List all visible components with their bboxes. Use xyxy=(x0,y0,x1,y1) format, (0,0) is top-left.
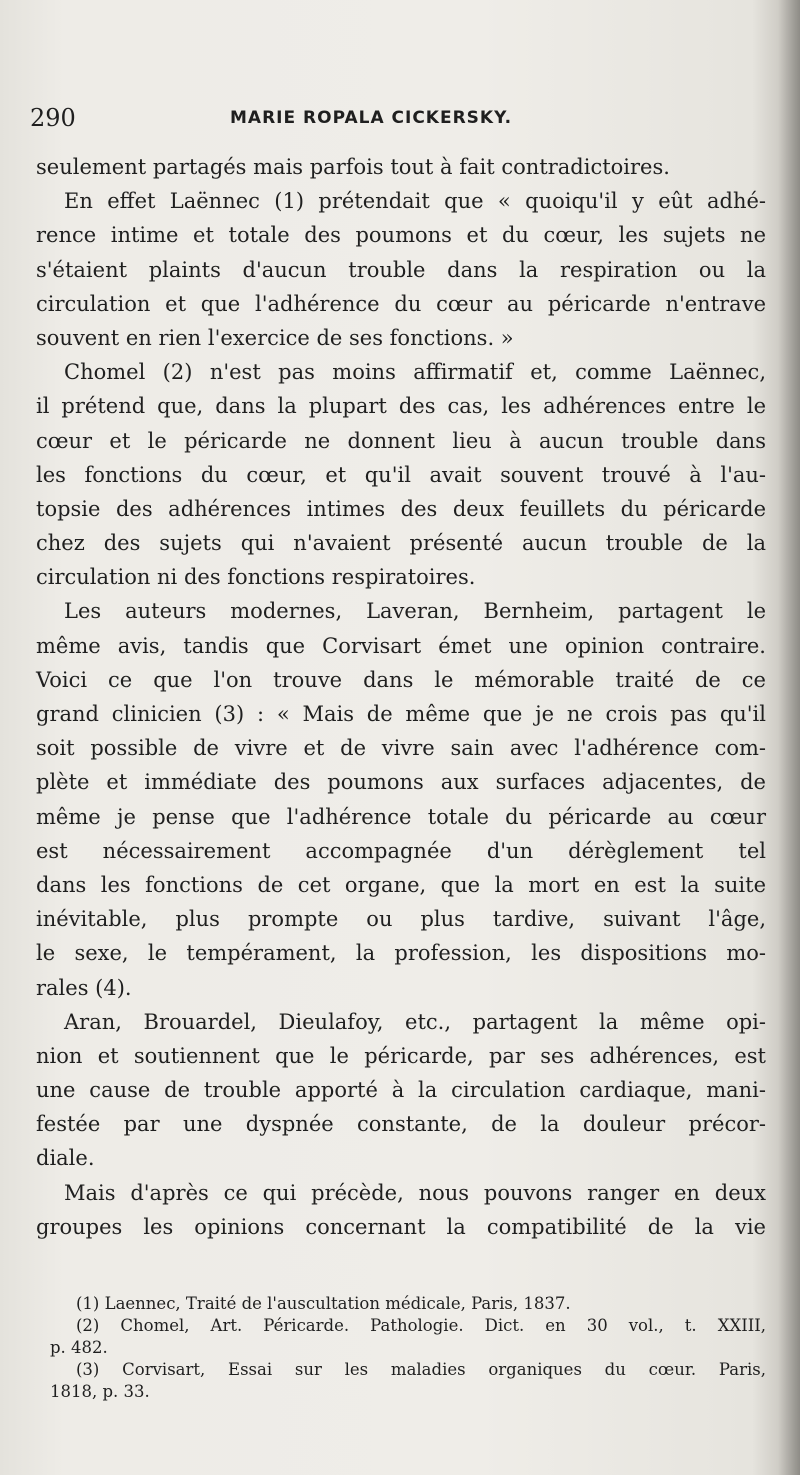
text-line: une cause de trouble apporté à la circulation cardiaque, mani- xyxy=(36,1078,766,1103)
text-line: souvent en rien l'exercice de ses fonctions. » xyxy=(36,325,514,350)
text-line: diale. xyxy=(36,1146,95,1171)
text-line: rence intime et totale des poumons et du cœur, les sujets ne xyxy=(36,223,766,248)
text-line: circulation et que l'adhérence du cœur au péricarde n'entrave xyxy=(36,291,766,316)
text-line: chez des sujets qui n'avaient présenté aucun trouble de la xyxy=(36,531,766,556)
text-line: Les auteurs modernes, Laveran, Bernheim, partagent le xyxy=(64,599,766,624)
text-line: soit possible de vivre et de vivre sain avec l'adhérence com- xyxy=(36,736,766,761)
text-line: le sexe, le tempérament, la profession, les dispositions mo- xyxy=(36,941,766,966)
text-line: est nécessairement accompagnée d'un dérèglement tel xyxy=(36,838,766,863)
text-line: Aran, Brouardel, Dieulafoy, etc., partagent la même opi- xyxy=(64,1009,766,1034)
text-line: rales (4). xyxy=(36,975,132,1000)
text-line: cœur et le péricarde ne donnent lieu à aucun trouble dans xyxy=(36,428,766,453)
footnote-line: p. 482. xyxy=(50,1338,108,1357)
text-line: Mais d'après ce qui précède, nous pouvons ranger en deux xyxy=(64,1180,766,1205)
footnote-line: 1818, p. 33. xyxy=(50,1382,150,1401)
text-line: il prétend que, dans la plupart des cas, les adhérences entre le xyxy=(36,394,766,419)
body-text xyxy=(36,150,766,1244)
text-line: topsie des adhérences intimes des deux feuillets du péricarde xyxy=(36,496,766,521)
footnote-line: (1) Laennec, Traité de l'auscultation médicale, Paris, 1837. xyxy=(76,1294,571,1313)
text-line: circulation ni des fonctions respiratoires. xyxy=(36,565,476,590)
footnote-line: (2) Chomel, Art. Péricarde. Pathologie. Dict. en 30 vol., t. XXIII, xyxy=(76,1316,766,1335)
text-line: groupes les opinions concernant la compatibilité de la vie xyxy=(36,1214,766,1239)
text-line: les fonctions du cœur, et qu'il avait souvent trouvé à l'au- xyxy=(36,462,766,487)
page-edge-shadow xyxy=(778,0,800,1475)
text-line: s'étaient plaints d'aucun trouble dans la respiration ou la xyxy=(36,257,766,282)
page-number: 290 xyxy=(30,104,76,132)
text-line: même je pense que l'adhérence totale du péricarde au cœur xyxy=(36,804,766,829)
text-line: Voici ce que l'on trouve dans le mémorable traité de ce xyxy=(36,667,766,692)
footnotes xyxy=(50,1293,766,1403)
text-line: dans les fonctions de cet organe, que la mort en est la suite xyxy=(36,872,766,897)
text-line: seulement partagés mais parfois tout à fait contradictoires. xyxy=(36,155,670,179)
text-line: festée par une dyspnée constante, de la douleur précor- xyxy=(36,1112,766,1137)
text-line: nion et soutiennent que le péricarde, par ses adhérences, est xyxy=(36,1043,766,1068)
running-title: MARIE ROPALA CICKERSKY. xyxy=(230,108,513,128)
text-line: plète et immédiate des poumons aux surfaces adjacentes, de xyxy=(36,770,766,795)
text-line: grand clinicien (3) : « Mais de même que je ne crois pas qu'il xyxy=(36,702,766,726)
text-line: Chomel (2) n'est pas moins affirmatif et, comme Laënnec, xyxy=(64,360,766,385)
text-line: En effet Laënnec (1) prétendait que « quoiqu'il y eût adhé- xyxy=(64,189,766,214)
text-line: inévitable, plus prompte ou plus tardive, suivant l'âge, xyxy=(36,907,766,932)
footnote-line: (3) Corvisart, Essai sur les maladies organiques du cœur. Paris, xyxy=(76,1360,766,1379)
page-header xyxy=(30,104,770,136)
text-line: même avis, tandis que Corvisart émet une opinion contraire. xyxy=(36,633,766,658)
